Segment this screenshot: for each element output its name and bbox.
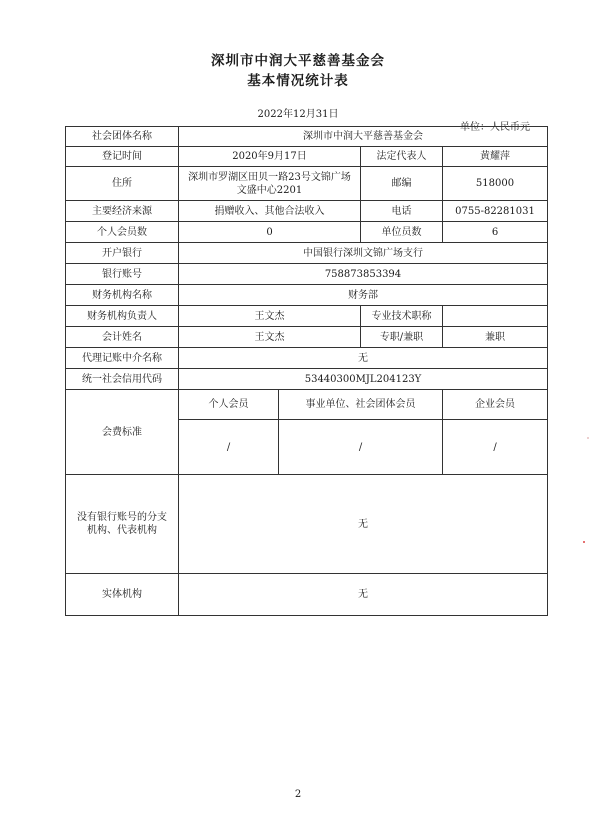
document-subtitle: 基本情况统计表 <box>247 73 349 89</box>
page-number: 2 <box>294 789 302 800</box>
branch-value: 无 <box>179 475 548 574</box>
account-label: 银行账号 <box>66 264 179 285</box>
scan-speck <box>583 541 585 543</box>
branch-label-line-1: 没有银行账号的分支 <box>77 512 167 523</box>
legal-rep-value: 黄耀萍 <box>443 147 548 167</box>
agent-value: 无 <box>179 348 548 369</box>
bank-value: 中国银行深圳文锦广场支行 <box>179 243 548 264</box>
finance-dept-value: 财务部 <box>179 285 548 306</box>
org-name-value: 深圳市中润大平慈善基金会 <box>179 127 548 147</box>
entity-label: 实体机构 <box>66 574 179 616</box>
basic-info-table <box>65 126 548 616</box>
finance-head-label: 财务机构负责人 <box>66 306 179 327</box>
income-value: 捐赠收入、其他合法收入 <box>179 201 361 222</box>
table-row <box>66 475 548 574</box>
postcode-label: 邮编 <box>361 167 443 201</box>
accountant-label: 会计姓名 <box>66 327 179 348</box>
personal-members-label: 个人会员数 <box>66 222 179 243</box>
finance-dept-label: 财务机构名称 <box>66 285 179 306</box>
postcode-value: 518000 <box>443 167 548 201</box>
fee-personal-label: 个人会员 <box>179 390 279 420</box>
table-row <box>66 167 548 201</box>
reg-time-label: 登记时间 <box>66 147 179 167</box>
title-value <box>443 306 548 327</box>
agent-label: 代理记账中介名称 <box>66 348 179 369</box>
fee-unit-value: / <box>279 420 443 475</box>
phone-label: 电话 <box>361 201 443 222</box>
table-row <box>66 306 548 327</box>
fee-enterprise-label: 企业会员 <box>443 390 548 420</box>
fulltime-label: 专职/兼职 <box>361 327 443 348</box>
branch-label-line-2: 机构、代表机构 <box>87 525 157 536</box>
unit-members-value: 6 <box>443 222 548 243</box>
table-row <box>66 147 548 167</box>
address-line-2: 文盛中心2201 <box>236 184 303 196</box>
income-label: 主要经济来源 <box>66 201 179 222</box>
bank-label: 开户银行 <box>66 243 179 264</box>
address-value <box>179 167 361 201</box>
title-label: 专业技术职称 <box>361 306 443 327</box>
address-line-1: 深圳市罗湖区田贝一路23号文锦广场 <box>188 171 351 183</box>
scan-speck <box>587 437 589 439</box>
table-row <box>66 222 548 243</box>
table-row <box>66 264 548 285</box>
table-row <box>66 574 548 616</box>
personal-members-value: 0 <box>179 222 361 243</box>
credit-code-value: 53440300MJL204123Y <box>179 369 548 390</box>
account-value: 758873853394 <box>179 264 548 285</box>
table-row <box>66 127 548 147</box>
org-name-label: 社会团体名称 <box>66 127 179 147</box>
table-row <box>66 285 548 306</box>
fee-enterprise-value: / <box>443 420 548 475</box>
entity-value: 无 <box>179 574 548 616</box>
phone-value: 0755-82281031 <box>443 201 548 222</box>
table-row <box>66 201 548 222</box>
fee-personal-value: / <box>179 420 279 475</box>
report-date: 2022年12月31日 <box>257 109 339 120</box>
table-row <box>66 327 548 348</box>
table-row <box>66 390 548 420</box>
table-row <box>66 348 548 369</box>
reg-time-value: 2020年9月17日 <box>179 147 361 167</box>
currency-unit: 单位：人民币元 <box>460 122 530 133</box>
fee-label: 会费标准 <box>66 390 179 475</box>
credit-code-label: 统一社会信用代码 <box>66 369 179 390</box>
unit-members-label: 单位员数 <box>361 222 443 243</box>
fulltime-value: 兼职 <box>443 327 548 348</box>
table-row <box>66 243 548 264</box>
document-title: 深圳市中润大平慈善基金会 <box>211 53 385 69</box>
finance-head-value: 王文杰 <box>179 306 361 327</box>
table-row <box>66 369 548 390</box>
accountant-value: 王文杰 <box>179 327 361 348</box>
legal-rep-label: 法定代表人 <box>361 147 443 167</box>
branch-label <box>66 475 179 574</box>
address-label: 住所 <box>66 167 179 201</box>
fee-unit-label: 事业单位、社会团体会员 <box>279 390 443 420</box>
